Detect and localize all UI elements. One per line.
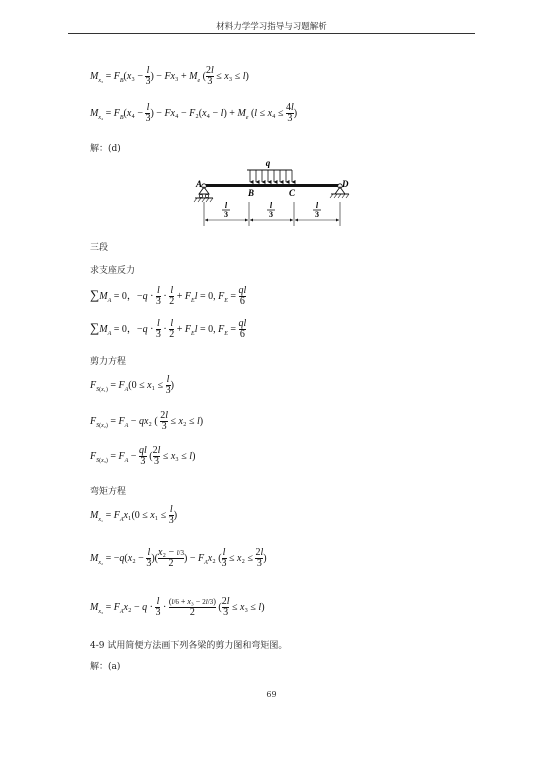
distributed-load — [247, 170, 292, 182]
solution-d-label: 解：(d) — [90, 144, 121, 154]
equation-m-x3: $M_{x_3} = F_B(x_3$ − $\frac{l}{3}$ ) − $Fx_3 + M_e$ ( $\frac{2l}{3}$ ≤ x₃ ≤ l) — [90, 65, 249, 87]
running-header: 材料力学学习指导与习题解析 — [216, 22, 327, 32]
point-c-label: C — [289, 188, 296, 198]
beam — [204, 184, 340, 187]
svg-text:3: 3 — [269, 210, 273, 219]
solution-a-label: 解：(a) — [90, 662, 121, 672]
shear-equations-heading: 剪力方程 — [90, 357, 127, 367]
header-rule — [68, 33, 475, 34]
equation-mx1: $M_{x_1} = F_Ax_1(0 \le x_1$ ≤ $\frac{l}{3}$ ) — [90, 504, 178, 526]
equation-sum-ma-1: $\sum M_A = 0$，−q · $\frac{l}{3}$ · $\frac{l}{2}$ + $F_El = 0$, $F_E$ = $\frac{ql}{6}$ — [90, 285, 247, 307]
moment-equations-heading: 弯矩方程 — [90, 487, 127, 497]
problem-4-9-text: 4-9 试用简便方法画下列各梁的剪力图和弯矩图。 — [90, 641, 288, 651]
segment-label-1 — [222, 201, 230, 219]
beam-diagram — [190, 156, 360, 228]
equation-mx3: $M_{x_3} = F_Ax_2 - q$ · $\frac{l}{3}$ · (l/6 + x₃ − 2l/3) 2 ( $\frac{2l}{3}$ ≤ x₃ ≤ l) — [90, 596, 265, 618]
equation-fs2: $F_{S(x_2)} = F_A - qx_2$ ( $\frac{2l}{3}$ ≤ x₂ ≤ l) — [90, 410, 204, 432]
three-segments-label: 三段 — [90, 243, 109, 253]
segment-label-2 — [267, 201, 275, 219]
equation-m-x4: $M_{x_4} = F_B(x_4$ − $\frac{l}{3}$ ) − $Fx_4 - F_2(x_4 - l) + M_e$ (l ≤ x₄ ≤ $\frac{4l}{3}$ ) — [90, 102, 298, 124]
point-b-label: B — [248, 188, 255, 198]
point-d-label: D — [342, 179, 349, 189]
point-a-label: A — [196, 179, 203, 189]
segment-label-3 — [313, 201, 321, 219]
equation-sum-ma-2: $\sum M_A = 0$，−q · $\frac{l}{3}$ · $\frac{l}{2}$ + $F_El = 0$, $F_E$ = $\frac{ql}{6}$ — [90, 318, 247, 340]
load-q-label: q — [265, 158, 271, 168]
find-reactions-label: 求支座反力 — [90, 266, 136, 276]
svg-text:l: l — [224, 201, 228, 210]
equation-fs3: $F_{S(x_3)} = F_A$ − $\frac{ql}{3}$ ( $\frac{2l}{3}$ ≤ x₃ ≤ l) — [90, 445, 196, 467]
svg-text:l: l — [315, 201, 319, 210]
equation-mx2: $M_{x_2} = -q(x_2$ − $\frac{l}{3}$ )( $\frac{\text{x₂ − l/3}}{2}$ ) − $F_Ax_2$ ( $\frac{l}{3}$ ≤ x₂ ≤ $\frac{2l}{3}$ ) — [90, 547, 267, 569]
equation-fs1: $F_{S(x_1)} = F_A(0 \le x_1$ ≤ $\frac{l}{3}$ ) — [90, 374, 174, 396]
svg-text:3: 3 — [224, 210, 228, 219]
svg-text:l: l — [269, 201, 273, 210]
svg-text:3: 3 — [315, 210, 319, 219]
page-number: 69 — [266, 690, 277, 699]
